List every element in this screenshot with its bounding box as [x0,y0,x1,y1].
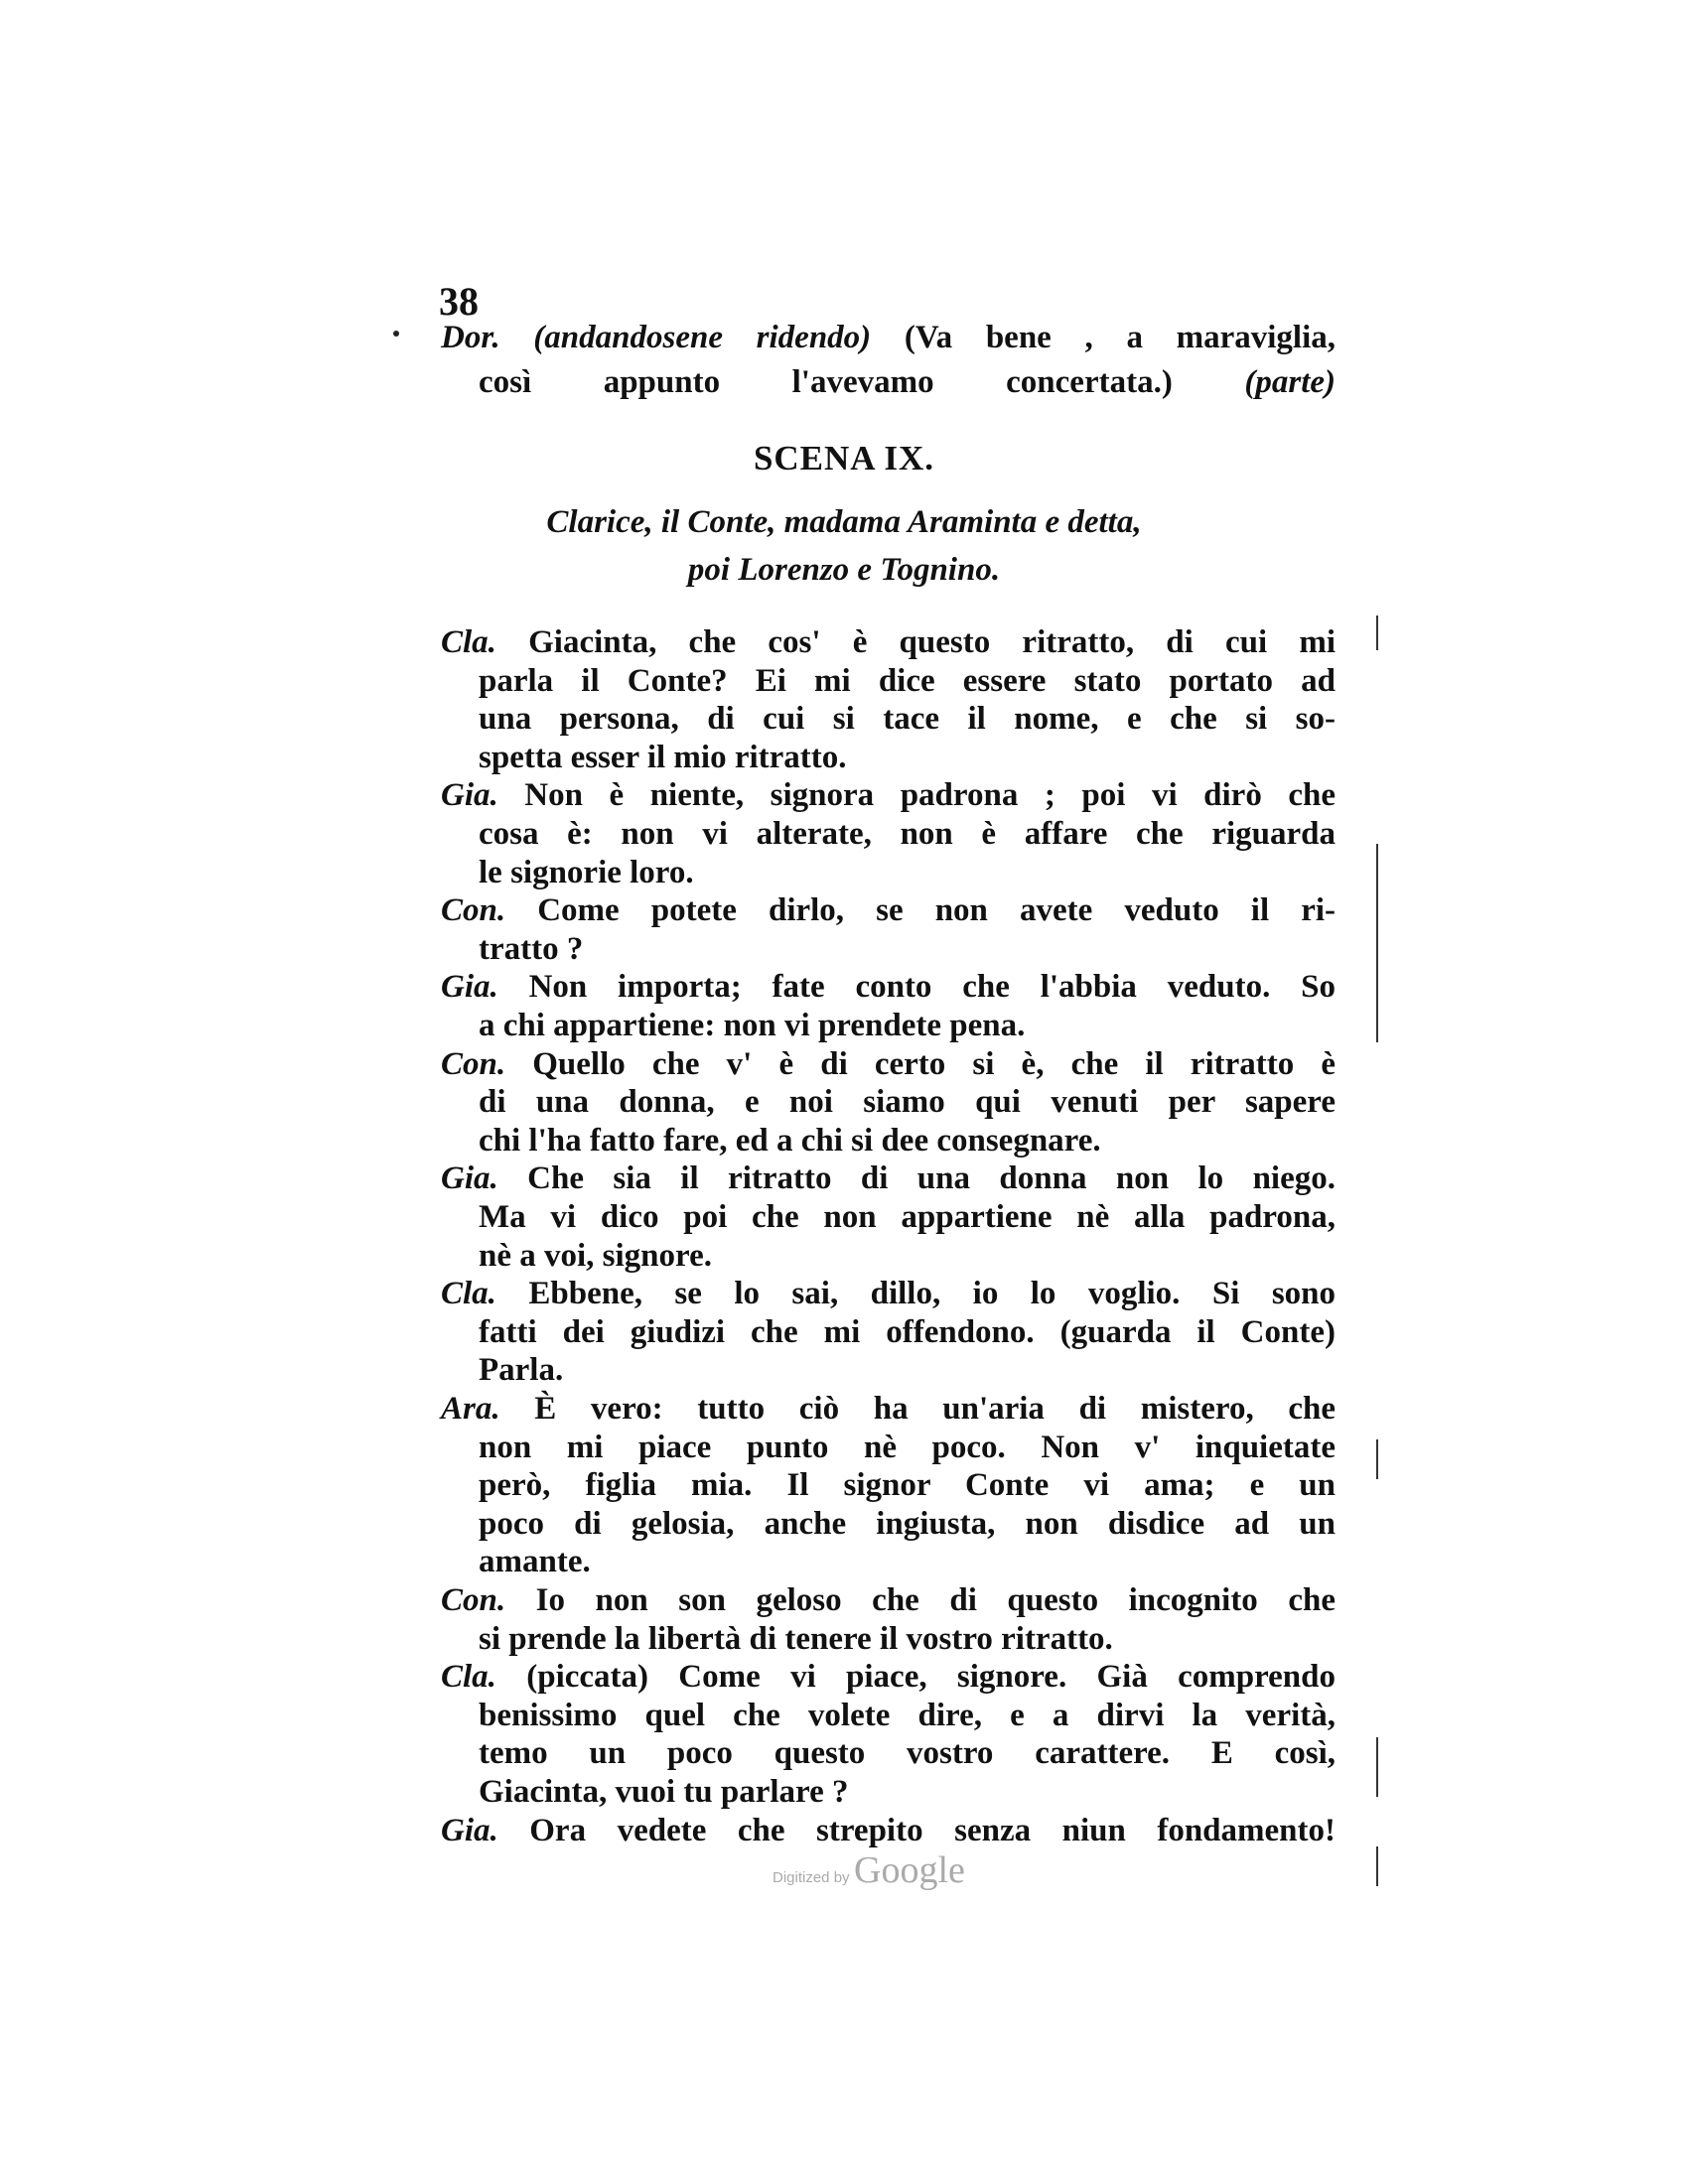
watermark-brand: Google [854,1849,965,1891]
speech-line [441,1275,1336,1312]
speech-line [479,1429,1336,1466]
speaker: Gia. [441,777,498,814]
dialogue: così appunto l'avevamo concertata.) [479,364,1173,400]
speaker: Gia. [441,969,498,1006]
dialogue-text: Io non son geloso che di questo incognito che [535,1582,1336,1618]
dialogue-text: le signorie loro. [479,854,694,890]
speech-line [479,700,1336,738]
speech-line [441,891,1336,929]
dialogue-text: parla il Conte? Ei mi dice essere stato portato ad [479,662,1336,699]
speech-line [479,1697,1336,1734]
dialogue-text: temo un poco questo vostro carattere. E così, [479,1735,1336,1772]
dialogue-text: chi l'ha fatto fare, ed a chi si dee consegnare. [479,1122,1101,1159]
speech-line [479,854,1336,891]
dialogue-text: a chi appartiene: non vi prendete pena. [479,1008,1026,1043]
dialogue-text: Ebbene, se lo sai, dillo, io lo voglio. Si sono [528,1276,1336,1312]
dialogue-text: nè a voi, signore. [479,1237,712,1274]
watermark-prefix: Digitized by [773,1869,850,1886]
speaker: Gia. [441,1160,498,1197]
speech-line [479,815,1336,853]
speech-line [479,1122,1336,1160]
dialogue-text: si prende la libertà di tenere il vostro ritratto. [479,1620,1113,1657]
scene-title: SCENA IX. [753,439,935,478]
speech-line [479,1237,1336,1275]
speech-line [441,1581,1336,1619]
speech-line [479,1198,1336,1236]
speaker: Cla. [441,624,496,660]
stage-direction: (andandosene ridendo) [533,320,872,355]
speech-line [479,739,1336,776]
speaker: Con. [441,1582,506,1618]
dialogue-text: Quello che v' è di certo si è, che il ritratto è [532,1045,1336,1082]
speck [393,331,399,337]
speech-line [479,1734,1336,1772]
scene-characters-2: poi Lorenzo e Tognino. [687,552,1001,588]
dialogue-text: Giacinta, vuoi tu parlare ? [479,1774,849,1810]
dialogue-text: Ma vi dico poi che non appartiene nè alla padrona, [479,1199,1336,1235]
dialogue-text: Giacinta, che cos' è questo ritratto, di cui mi [528,624,1336,660]
dialogue-text: amante. [479,1544,591,1580]
speaker: Cla. [441,1659,496,1696]
digitized-by-google-watermark [773,1848,965,1892]
speech-line [441,1045,1336,1083]
dialogue-text: Che sia il ritratto di una donna non lo niego. [527,1160,1336,1197]
dialogue-text: però, figlia mia. Il signor Conte vi ama; e un [479,1467,1336,1504]
speech-line [441,1658,1336,1696]
speech-line [441,776,1336,814]
speech-line [479,1313,1336,1351]
opening-line-2 [479,363,1336,401]
margin-rule [1376,615,1378,650]
speaker: Cla. [441,1276,496,1312]
dialogue-text: spetta esser il mio ritratto. [479,739,847,775]
dialogue-text: una persona, di cui si tace il nome, e che si so- [479,701,1336,738]
speaker: Ara. [441,1391,500,1427]
speech-line [479,1773,1336,1811]
margin-rule [1376,1737,1378,1797]
speech-line [479,1620,1336,1658]
speech-line [479,1007,1336,1044]
dialogue-text: (piccata) Come vi piace, signore. Già comprendo [526,1659,1336,1696]
margin-rule [1376,844,1378,1042]
speech-line [441,968,1336,1006]
dialogue-text: di una donna, e noi siamo qui venuti per sapere [479,1084,1336,1121]
dialogue-text: non mi piace punto nè poco. Non v' inquietate [479,1429,1336,1465]
speech-line [441,1160,1336,1197]
speech-line [479,1505,1336,1543]
dialogue-text: poco di gelosia, anche ingiusta, non disdice ad un [479,1505,1336,1542]
exit-direction: (parte) [1244,364,1336,400]
dialogue-text: benissimo quel che volete dire, e a dirvi la verità, [479,1697,1336,1733]
speech-line [479,662,1336,700]
speech-line [441,1390,1336,1428]
speaker: Gia. [441,1812,498,1848]
margin-rule [1376,1846,1378,1886]
dialogue-text: È vero: tutto ciò ha un'aria di mistero, che [534,1391,1336,1427]
speech-line [479,1083,1336,1121]
dialogue: (Va bene , a maraviglia, [904,320,1336,355]
dialogue-text: Ora vedete che strepito senza niun fondamento! [529,1812,1336,1848]
scene-characters-1: Clarice, il Conte, madama Araminta e detta, [546,504,1142,540]
page-number: 38 [439,279,479,324]
dialogue-text: tratto ? [479,930,584,967]
speech-line [441,623,1336,661]
speech-line [441,1812,1336,1849]
speech-line [479,1466,1336,1504]
margin-rule [1376,1439,1378,1479]
speaker: Con. [441,1045,506,1082]
speech-line [479,1351,1336,1389]
dialogue-text: Non importa; fate conto che l'abbia veduto. So [528,969,1336,1006]
speaker: Con. [441,892,506,929]
opening-line-1 [441,319,1336,356]
speech-line [479,1543,1336,1580]
dialogue-text: cosa è: non vi alterate, non è affare che riguarda [479,816,1336,852]
speech-line [479,930,1336,968]
dialogue-text: Come potete dirlo, se non avete veduto il ri- [537,892,1336,929]
dialogue-text: Non è niente, signora padrona ; poi vi dirò che [524,777,1336,814]
dialogue-text: Parla. [479,1352,564,1389]
speaker: Dor. [441,320,500,355]
dialogue-text: fatti dei giudizi che mi offendono. (guarda il Conte) [479,1313,1336,1350]
